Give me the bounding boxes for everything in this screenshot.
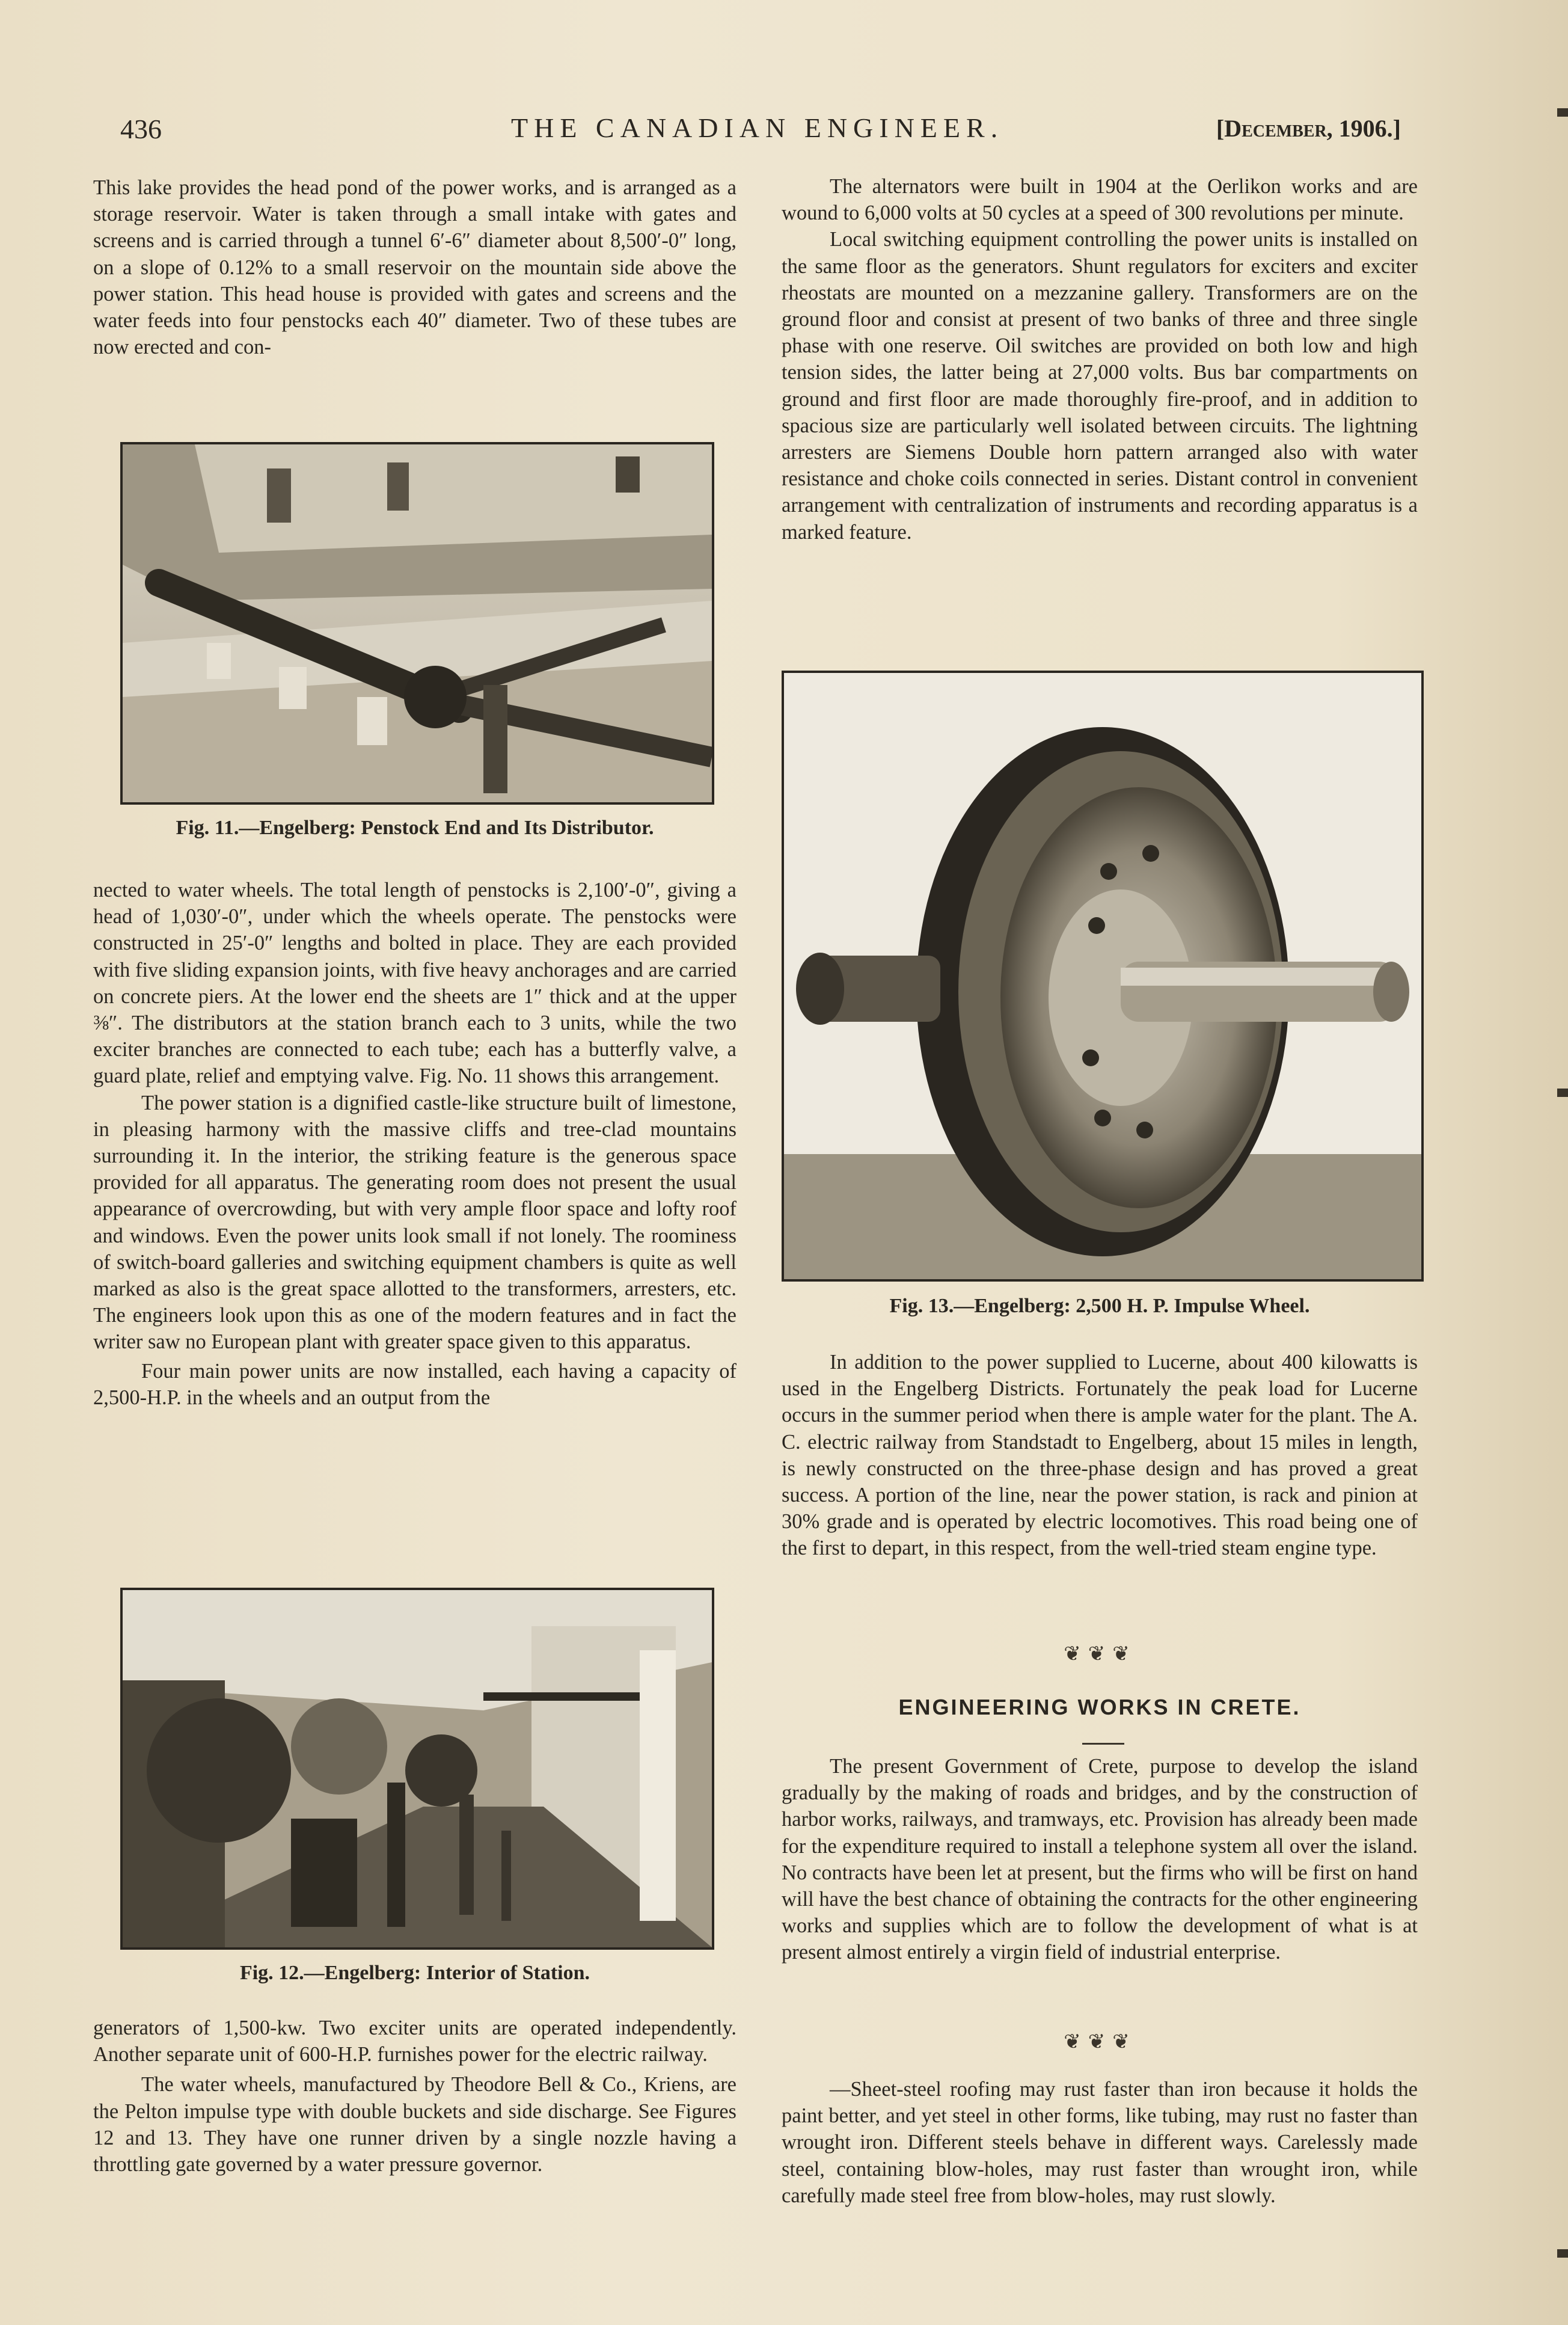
paragraph: The water wheels, manufactured by Theodore Bell & Co., Kriens, are the Pelton impulse type with double buckets and side discharge. See Figures 12 and 13. They have one runner driven by a single nozzle having a throttling gate governed by a water pressure governor. [93, 2073, 737, 2176]
paragraph: nected to water wheels. The total length of penstocks is 2,100′-0″, giving a head of 1,030′-0″, under which the wheels operate. The penstocks were constructed in 25′-0″ lengths and bolted in place. They are each provided with five sliding expansion joints, with five heavy anchorages and are carried on concrete piers. At the lower end the sheets are 1″ thick and at the upper ⅜″. The distributors at the station branch each to 3 units, while the two exciter branches are connected to each tube; each has a butterfly valve, a guard plate, relief and emptying valve. Fig. No. 11 shows this arrangement. [93, 879, 737, 1088]
page-header [90, 108, 1407, 156]
figure-13-photo [782, 671, 1424, 1282]
right-text-block-1 [782, 173, 1418, 545]
section-title: ENGINEERING WORKS IN CRETE. [898, 1695, 1301, 1719]
figure-11-caption: Fig. 11.—Engelberg: Penstock End and Its Distributor. [176, 817, 654, 839]
issue-date: [December, 1906.] [1216, 115, 1401, 142]
journal-title: THE CANADIAN ENGINEER. [511, 112, 1004, 143]
paragraph: generators of 1,500-kw. Two exciter units are operated independently. Another separate unit of 600-H.P. furnishes power for the electric railway. [93, 2016, 737, 2066]
section-rule [1082, 1743, 1124, 1745]
paragraph: Local switching equipment controlling the power units is installed on the same floor as the generators. Shunt regulators for exciters and exciter rheostats are mounted on a mezzanine gallery. Transformers are on the ground floor and consist at present of two banks of three and three single phase with one reserve. Oil switches are provided on both low and high tension sides, the latter being at 27,000 volts. Bus bar compartments on ground and first floor are made thoroughly fire-proof, and in addition to spacious size are particularly well isolated between circuits. The lightning arresters are Siemens Double horn pattern arranged also with water resistance and choke coils connected in series. Distant control in convenient arrangement with centralization of instruments and recording apparatus is a marked feature. [782, 228, 1418, 544]
right-text-block-4 [782, 2076, 1418, 2209]
right-text-block-3 [782, 1753, 1418, 1966]
figure-11-photo [120, 442, 714, 805]
paragraph: In addition to the power supplied to Lucerne, about 400 kilowatts is used in the Engelberg Districts. Fortunately the peak load for Lucerne occurs in the summer period when there is ample water for the plant. The A. C. electric railway from Standstadt to Engelberg, about 15 miles in length, is newly constructed on the three-phase design and has proved a great success. A portion of the line, near the power station, is rack and pinion at 30% grade and is operated by electric locomotives. This road being one of the first to depart, in this respect, from the well-tried steam engine type. [782, 1351, 1418, 1560]
penstock-photo-image [123, 444, 712, 802]
paragraph: The power station is a dignified castle-like structure built of limestone, in pleasing harmony with the massive cliffs and tree-clad mountains surrounding it. In the interior, the striking feature is the generous space provided for all apparatus. The generating room does not present the usual appearance of overcrowding, but with very ample floor space and lofty roof and windows. Even the power units look small if not lonely. The roominess of switch-board galleries and switching equipment chambers is quite as well marked as also is the great space allotted to the transformers, arresters, etc. The engineers look upon this as one of the modern features and in fact the writer saw no European plant with greater space given to this apparatus. [93, 1091, 737, 1354]
page-edge-mark [1557, 108, 1568, 117]
paragraph: This lake provides the head pond of the power works, and is arranged as a storage reservoir. Water is taken through a small intake with gates and screens and is carried through a tunnel 6′-6″ diameter about 8,500′-0″ long, on a slope of 0.12% to a small reservoir on the mountain side above the power station. This head house is provided with gates and screens and the water feeds into four penstocks each 40″ diameter. Two of these tubes are now erected and con- [93, 176, 737, 359]
paragraph: —Sheet-steel roofing may rust faster than iron because it holds the paint better, and yet steel in other forms, like tubing, may rust no faster than wrought iron. Different steels behave in different ways. Carelessly made steel, containing blow-holes, may rust faster than wrought iron, while carefully made steel free from blow-holes, may rust slowly. [782, 2078, 1418, 2207]
impulse-wheel-photo-image [784, 673, 1421, 1279]
figure-13-caption: Fig. 13.—Engelberg: 2,500 H. P. Impulse Wheel. [889, 1295, 1310, 1317]
left-text-block-2 [93, 877, 737, 1411]
left-text-block-3 [93, 2015, 737, 2178]
paragraph: Four main power units are now installed, each having a capacity of 2,500-H.P. in the wheels and an output from the [93, 1359, 737, 1409]
left-text-block-1 [93, 174, 737, 360]
page-number: 436 [120, 114, 162, 144]
page-edge-mark [1557, 2249, 1568, 2258]
figure-12-caption: Fig. 12.—Engelberg: Interior of Station. [239, 1962, 590, 1984]
page-edge-mark [1557, 1089, 1568, 1097]
figure-12-photo [120, 1588, 714, 1950]
right-text-block-2 [782, 1349, 1418, 1562]
section-ornament: ❦❦❦ [1064, 1643, 1137, 1665]
paragraph: The present Government of Crete, purpose to develop the island gradually by the making of roads and bridges, and by the construction of harbor works, railways, and tramways, etc. Provision has already been made for the expenditure required to install a telephone system all over the island. No contracts have been let at present, but the firms who will be first on hand will have the best chance of obtaining the contracts for the other engineering works and supplies which are to follow the development of what is at present almost entirely a virgin field of industrial enterprise. [782, 1755, 1418, 1964]
station-interior-photo-image [123, 1590, 712, 1947]
paragraph: The alternators were built in 1904 at the Oerlikon works and are wound to 6,000 volts at 50 cycles at a speed of 300 revolutions per minute. [782, 175, 1418, 225]
section-ornament: ❦❦❦ [1064, 2031, 1137, 2053]
